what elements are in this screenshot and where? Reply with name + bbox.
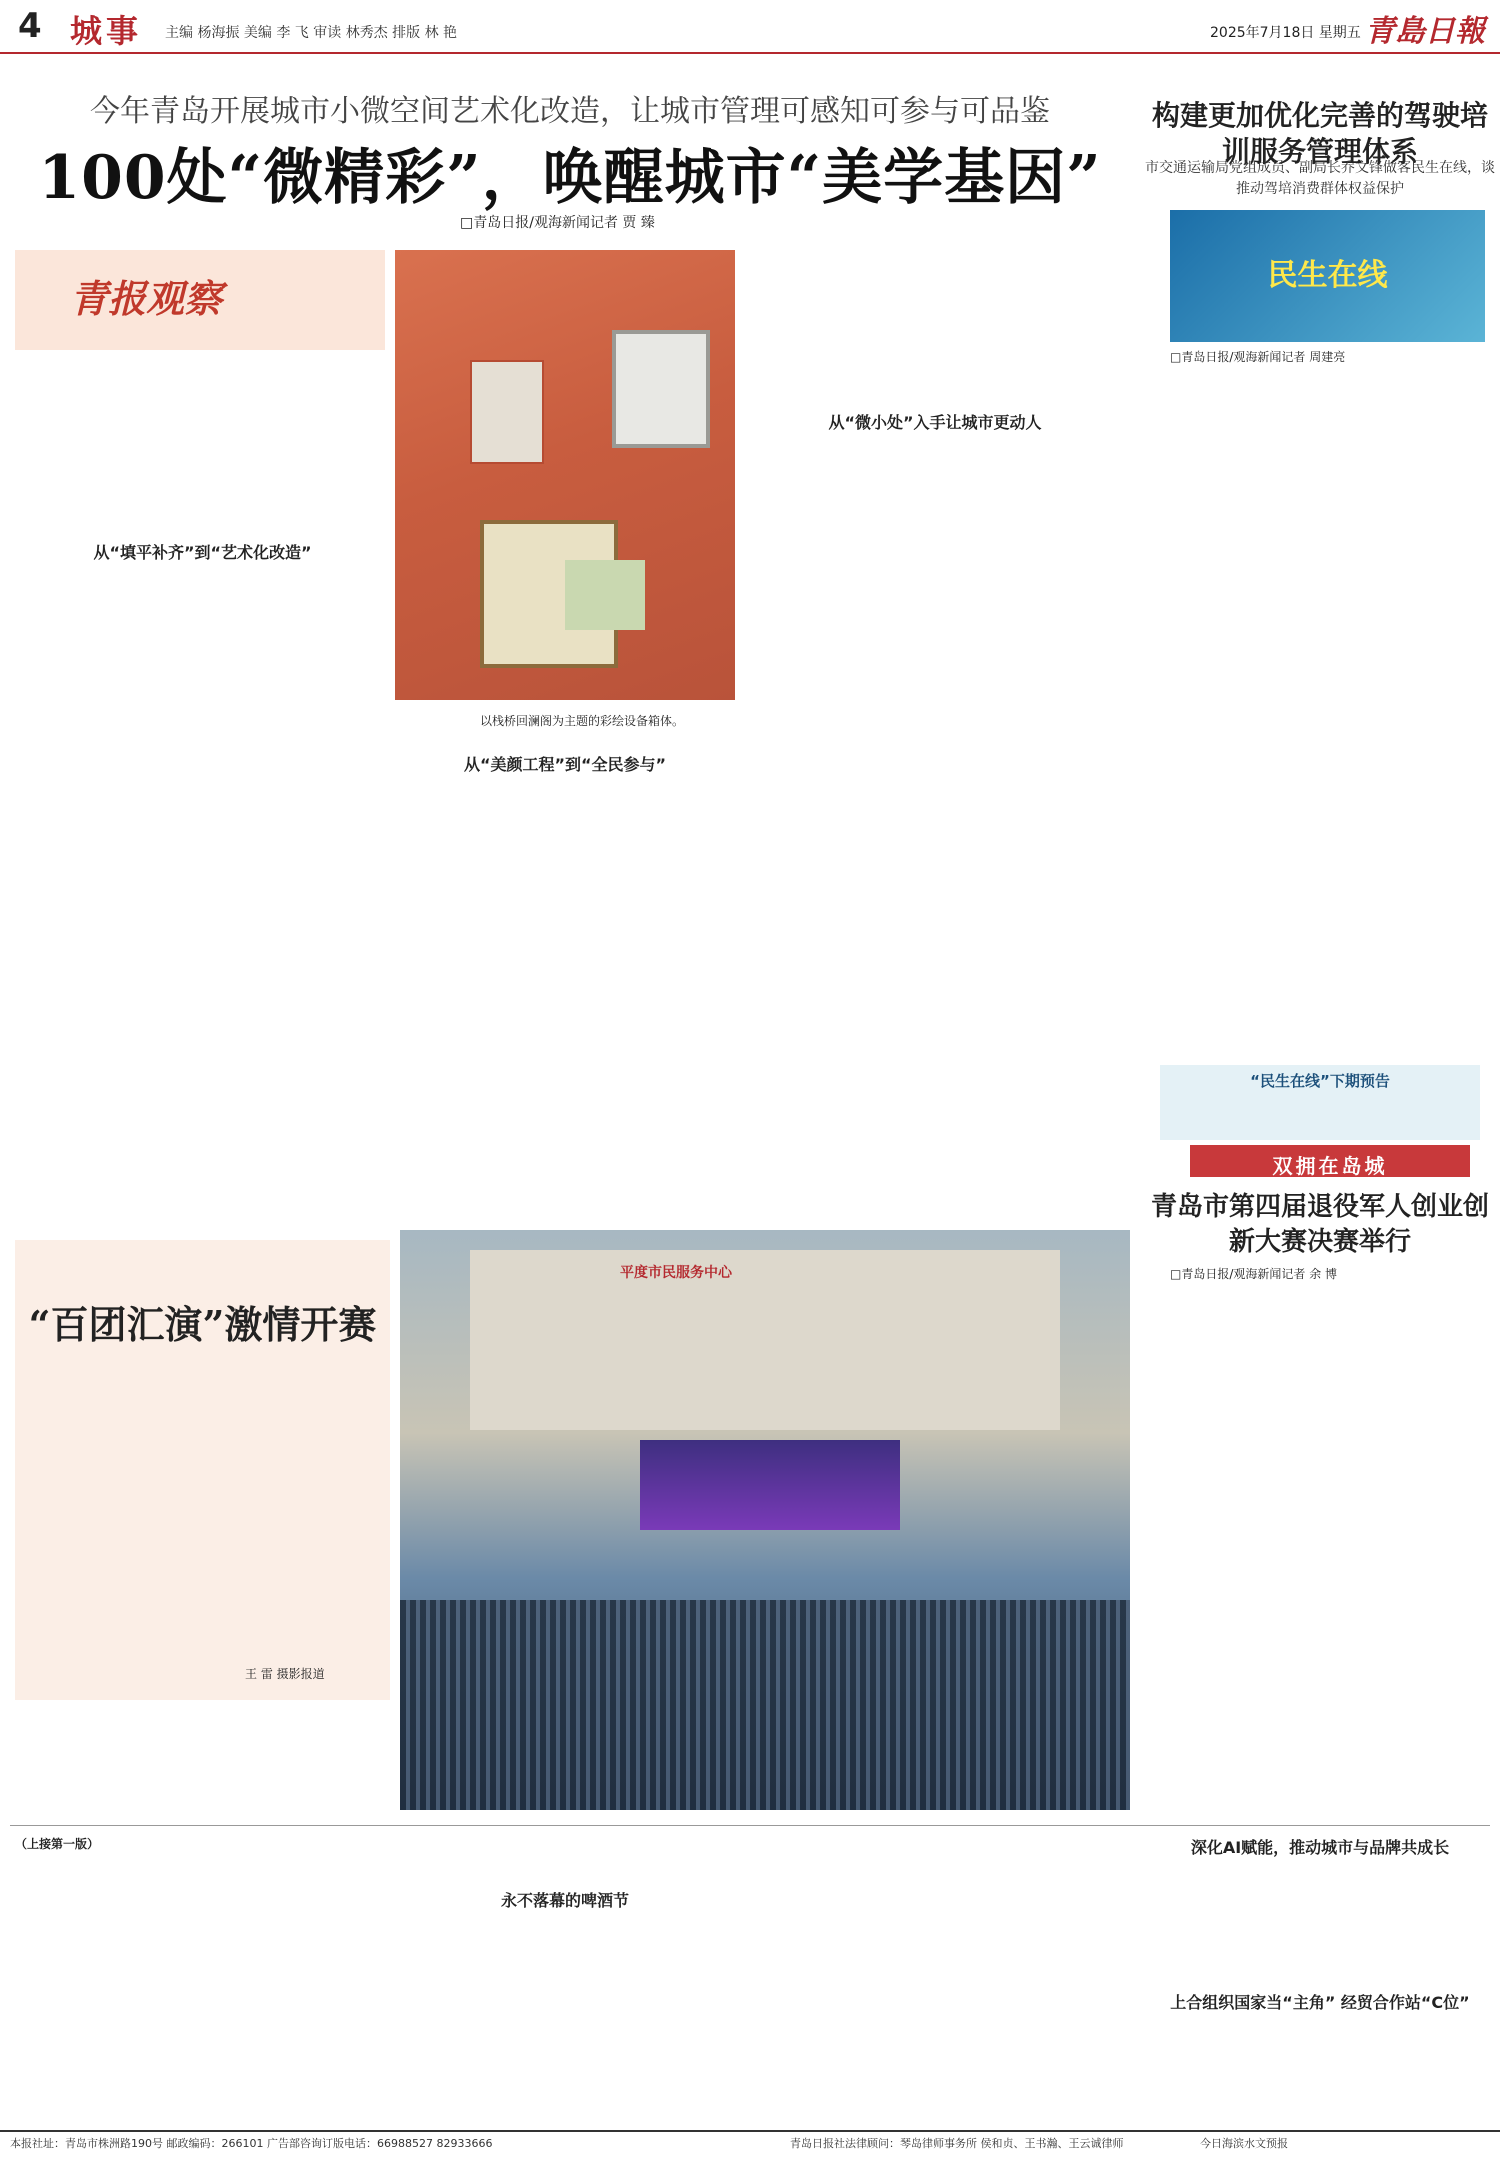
page-number: 4 bbox=[18, 6, 42, 46]
lead-subhead-2: 从“微小处”入手让城市更动人 bbox=[828, 413, 1042, 432]
photo-stage bbox=[640, 1440, 900, 1530]
section-name: 城事 bbox=[70, 12, 143, 50]
ai-subhead: 深化AI赋能，推动城市与品牌共成长 bbox=[1190, 1838, 1450, 1857]
photo-cabinet bbox=[470, 360, 544, 464]
lead-subhead-1: 从“填平补齐”到“艺术化改造” bbox=[93, 543, 312, 562]
feature-credit: 王 雷 摄影报道 bbox=[245, 1667, 325, 1681]
photo-painted-detail bbox=[565, 560, 645, 630]
lead-photo-caption: 以栈桥回澜阁为主题的彩绘设备箱体。 bbox=[480, 714, 685, 728]
footer bbox=[0, 2130, 1500, 2177]
feature-title: “百团汇演”激情开赛 bbox=[28, 1302, 377, 1347]
issue-date: 2025年7月18日 星期五 bbox=[1210, 25, 1361, 41]
bottom-divider bbox=[10, 1825, 1490, 1826]
sco-subhead: 上合组织国家当“主角” 经贸合作站“C位” bbox=[1170, 1993, 1470, 2012]
column-badge: 青报观察 bbox=[70, 276, 223, 321]
preview-title: “民生在线”下期预告 bbox=[1250, 1072, 1390, 1090]
lead-headline: 100处“微精彩”，唤醒城市“美学基因” bbox=[38, 143, 1102, 213]
continued-label: （上接第一版） bbox=[15, 1837, 100, 1851]
footer-address: 本报社址：青岛市株洲路190号 邮政编码：266101 广告部咨询订版电话：66988527 82933666 bbox=[10, 2137, 493, 2150]
photo-crowd bbox=[400, 1600, 1130, 1810]
veterans-byline: □青岛日报/观海新闻记者 余 博 bbox=[1170, 1267, 1338, 1281]
lead-kicker: 今年青岛开展城市小微空间艺术化改造，让城市管理可感知可参与可品鉴 bbox=[90, 94, 1050, 129]
photo-building-sign: 平度市民服务中心 bbox=[620, 1265, 732, 1281]
beer-subhead: 永不落幕的啤酒节 bbox=[500, 1891, 629, 1910]
double-city-label: 双拥在岛城 bbox=[1272, 1154, 1388, 1178]
lead-byline: □青岛日报/观海新闻记者 贾 臻 bbox=[460, 215, 655, 231]
veterans-title: 青岛市第四届退役军人创业创新大赛决赛举行 bbox=[1150, 1192, 1489, 1258]
lead-subhead-3: 从“美颜工程”到“全民参与” bbox=[463, 755, 667, 774]
photo-building bbox=[470, 1250, 1060, 1430]
right-title: 构建更加优化完善的驾驶培训服务管理体系 bbox=[1151, 99, 1488, 169]
right-deck: 市交通运输局党组成员、副局长乔文锋做客民生在线，谈推动驾培消费群体权益保护 bbox=[1145, 160, 1495, 197]
footer-weather: 今日海滨水文预报 bbox=[1200, 2137, 1288, 2150]
footer-legal: 青岛日报社法律顾问：琴岛律师事务所 侯和贞、王书瀚、王云诚律师 bbox=[790, 2137, 1124, 2150]
staff-line: 主编 杨海振 美编 李 飞 审读 林秀杰 排版 林 艳 bbox=[165, 25, 458, 41]
right-byline: □青岛日报/观海新闻记者 周建亮 bbox=[1170, 350, 1346, 364]
minsheng-banner-text: 民生在线 bbox=[1267, 258, 1388, 293]
photo-window bbox=[612, 330, 710, 448]
newspaper-logo: 青島日報 bbox=[1365, 14, 1485, 49]
